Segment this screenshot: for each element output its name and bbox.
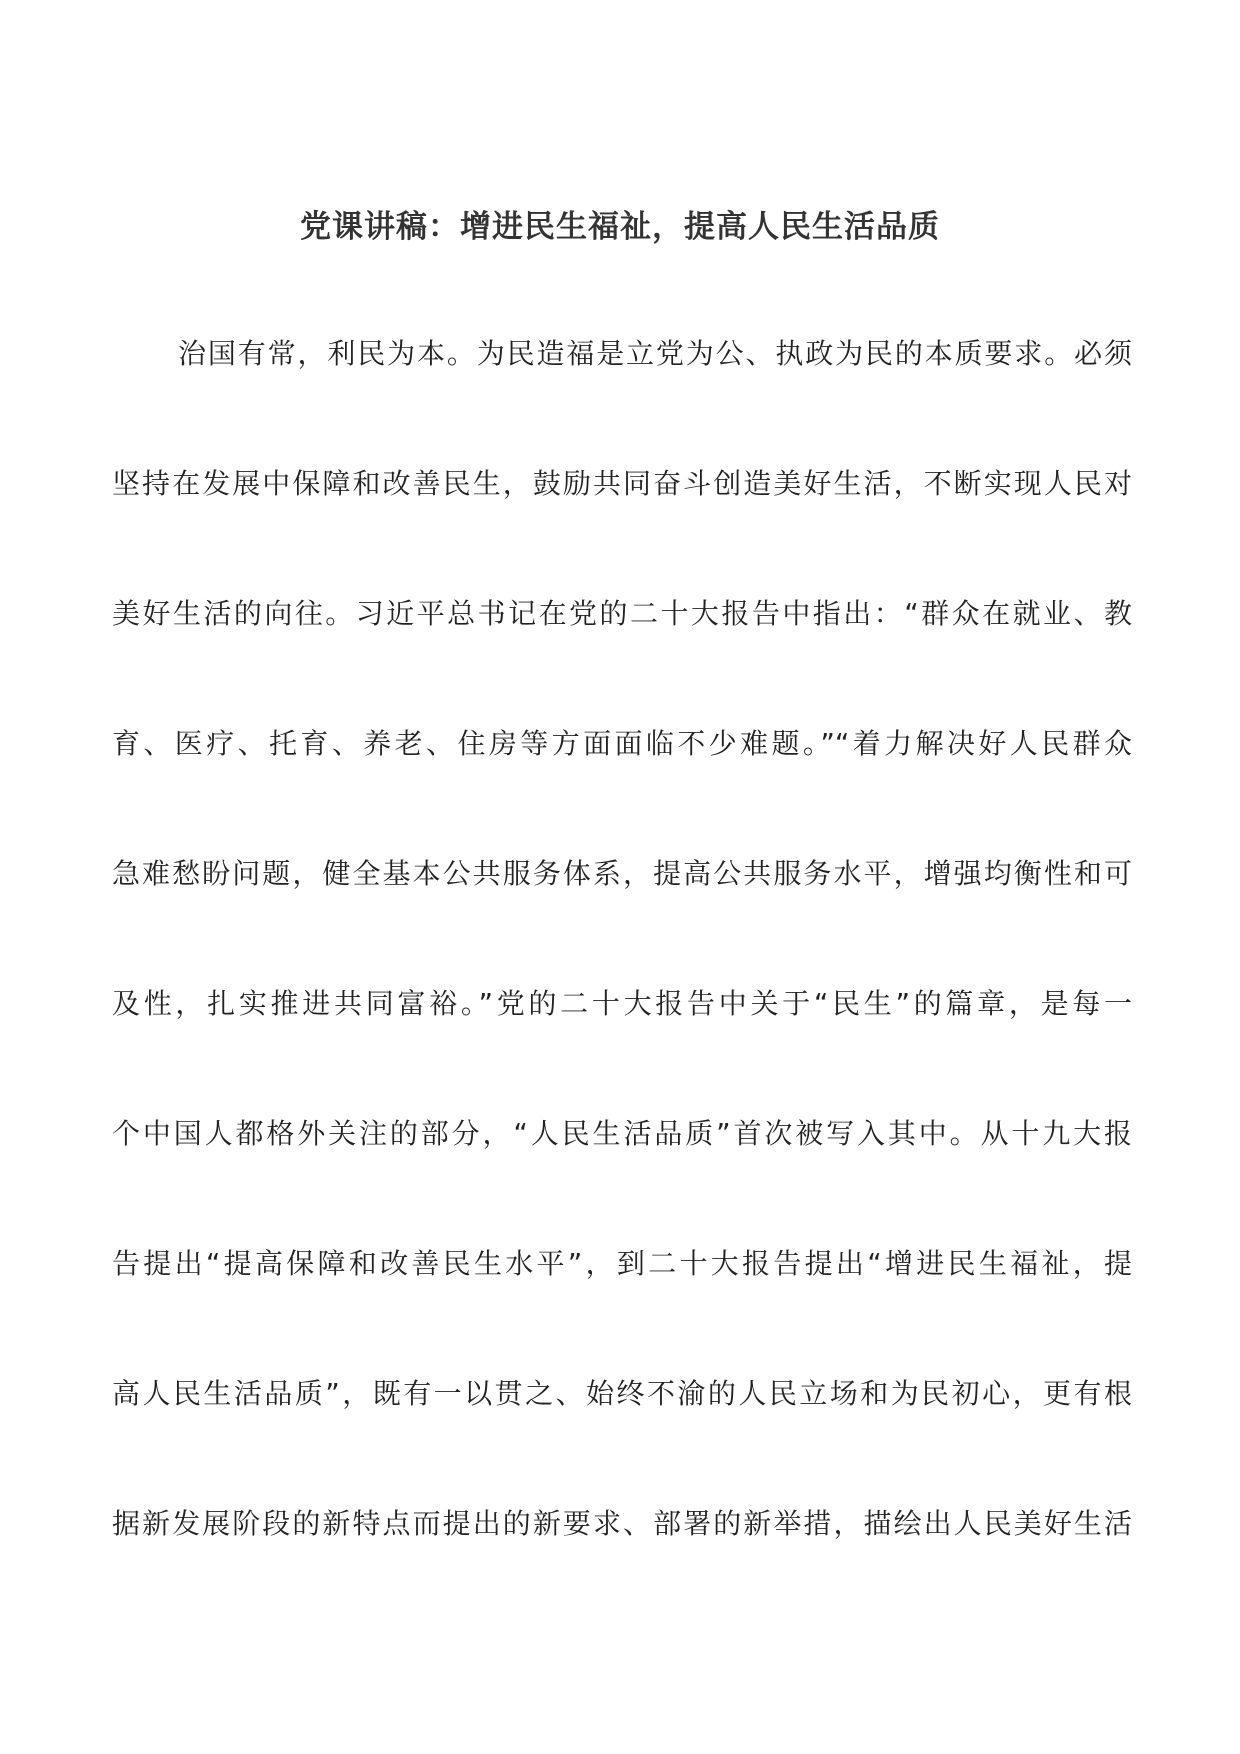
paragraph-line: 急难愁盼问题，健全基本公共服务体系，提高公共服务水平，增强均衡性和可 [112, 857, 1132, 890]
paragraph-line: 告提出“提高保障和改善民生水平”，到二十大报告提出“增进民生福祉，提 [112, 1247, 1132, 1280]
paragraph-line: 治国有常，利民为本。为民造福是立党为公、执政为民的本质要求。必须 [178, 337, 1132, 370]
paragraph-line: 美好生活的向往。习近平总书记在党的二十大报告中指出：“群众在就业、教 [112, 597, 1132, 630]
document-title: 党课讲稿：增进民生福祉，提高人民生活品质 [300, 209, 940, 245]
body-paragraph [112, 332, 1132, 1632]
paragraph-line: 坚持在发展中保障和改善民生，鼓励共同奋斗创造美好生活，不断实现人民对 [112, 467, 1132, 500]
paragraph-line: 据新发展阶段的新特点而提出的新要求、部署的新举措，描绘出人民美好生活 [112, 1507, 1132, 1540]
paragraph-line: 高人民生活品质”，既有一以贯之、始终不渝的人民立场和为民初心，更有根 [112, 1377, 1132, 1410]
paragraph-line: 及性，扎实推进共同富裕。”党的二十大报告中关于“民生”的篇章，是每一 [112, 987, 1132, 1020]
paragraph-line: 育、医疗、托育、养老、住房等方面面临不少难题。”“着力解决好人民群众 [112, 727, 1132, 760]
paragraph-line: 个中国人都格外关注的部分，“人民生活品质”首次被写入其中。从十九大报 [112, 1117, 1132, 1150]
